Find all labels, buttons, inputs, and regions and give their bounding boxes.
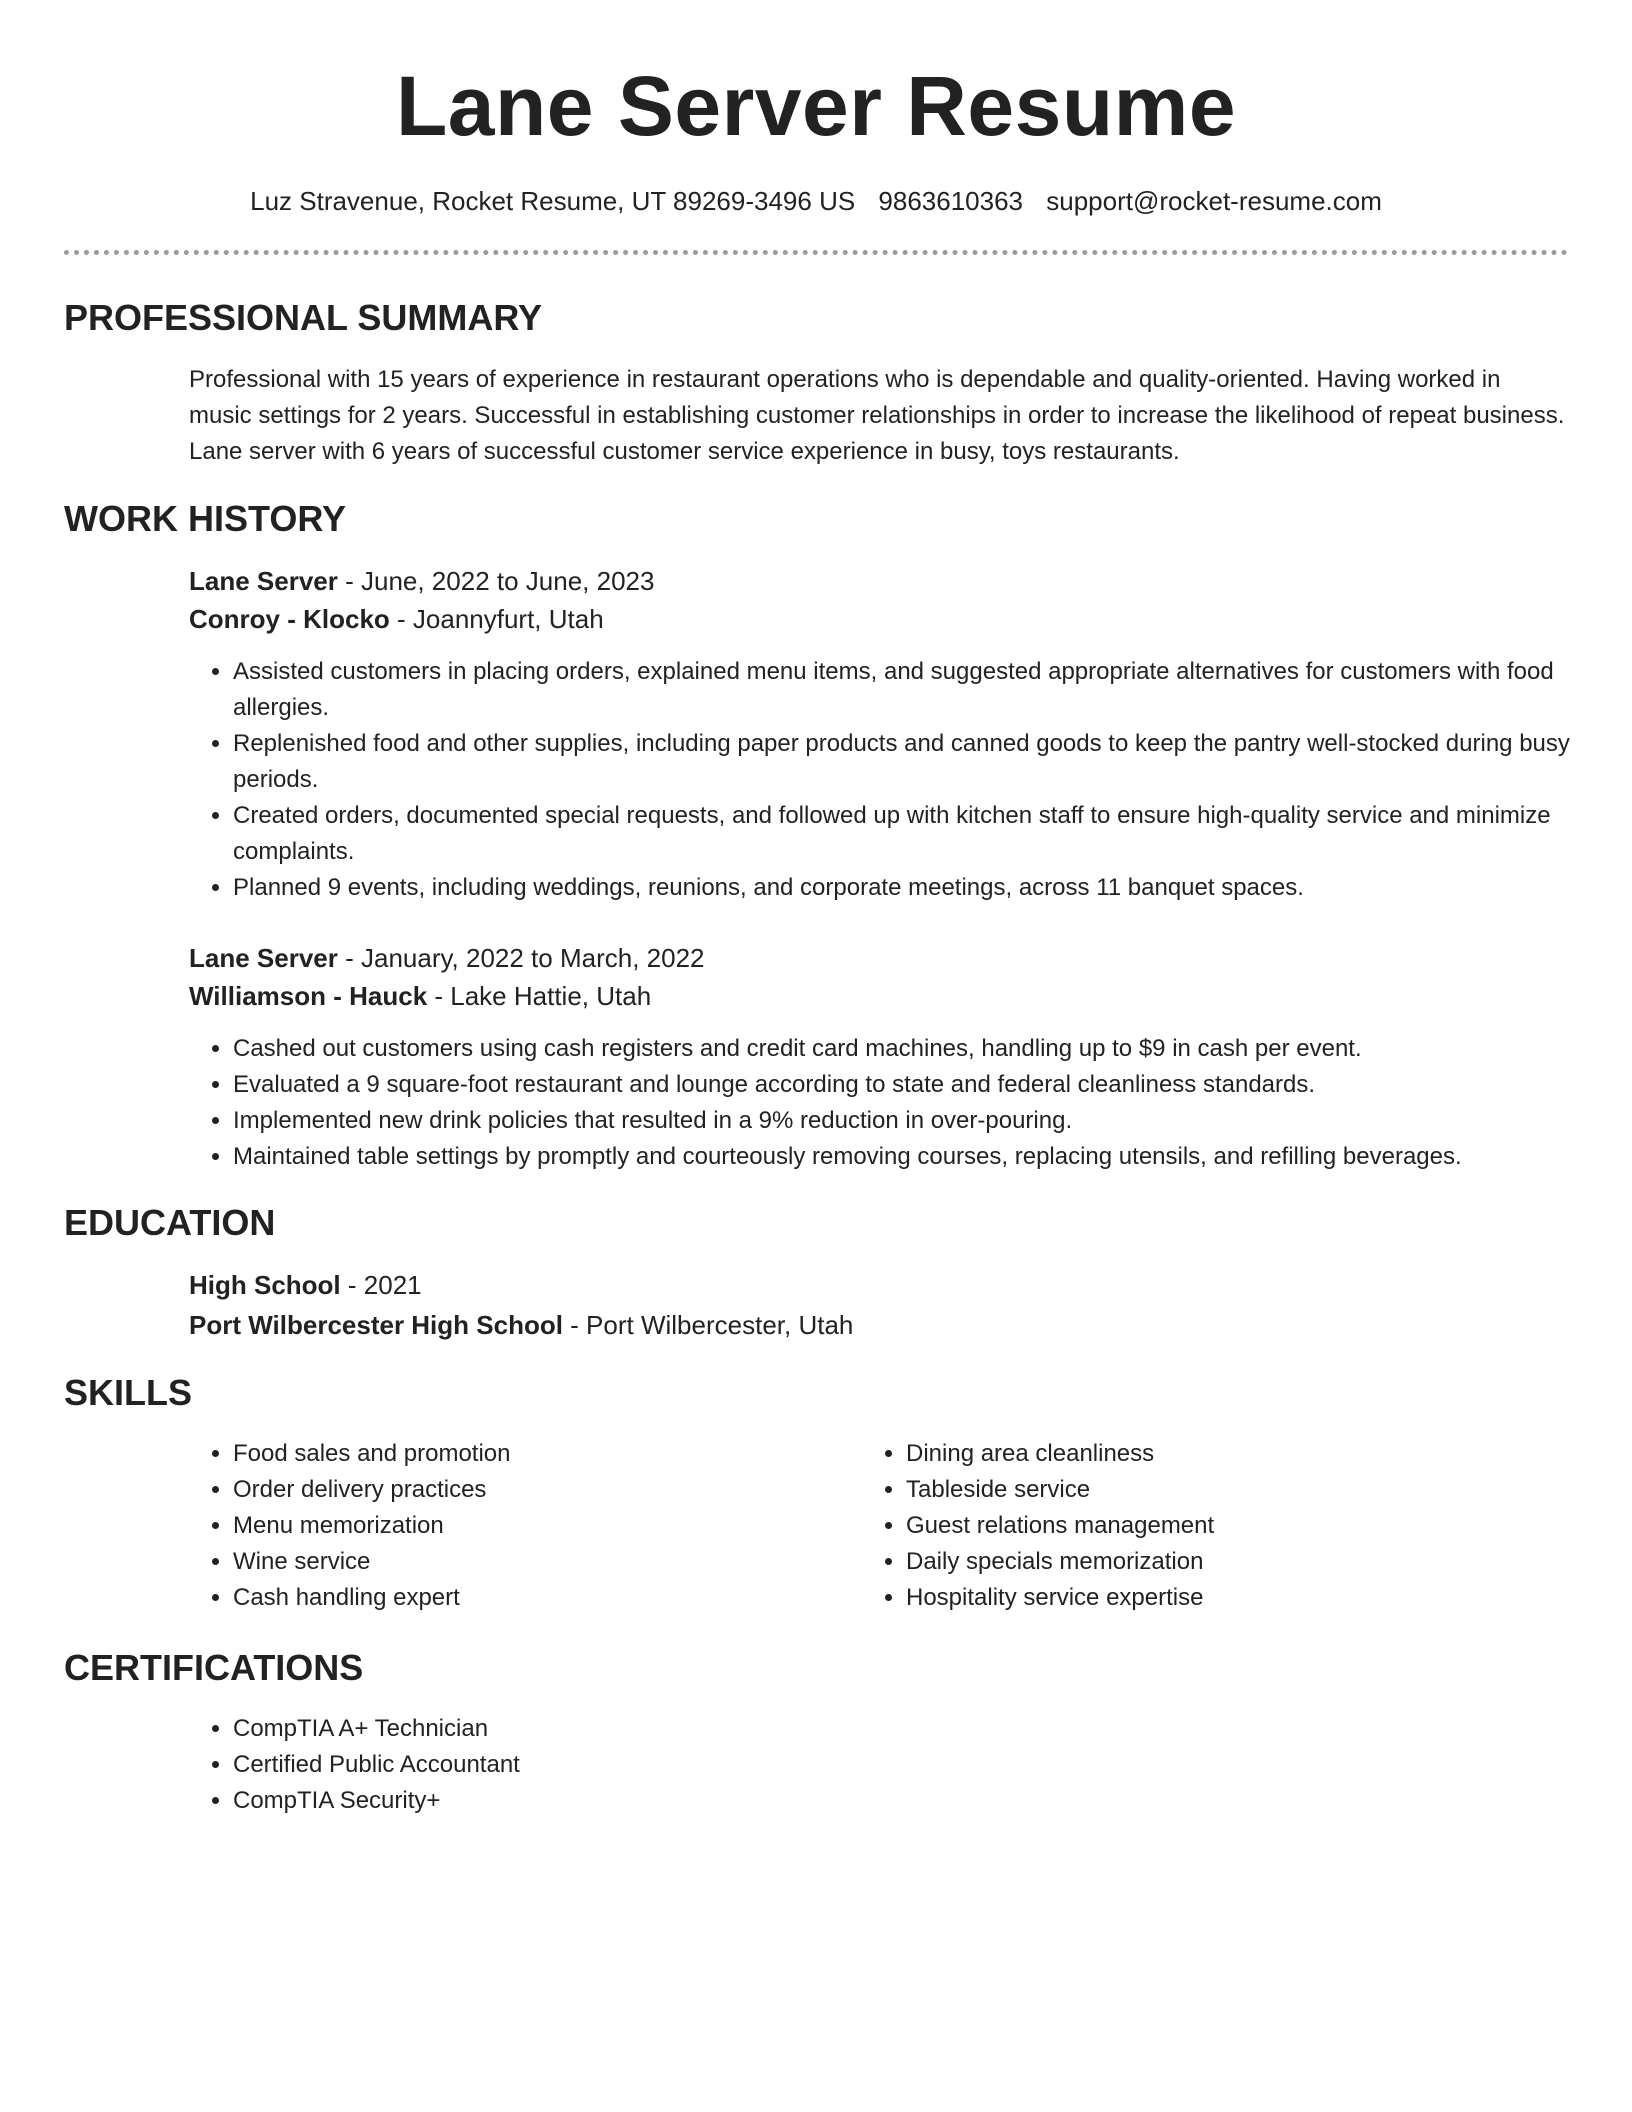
list-item: • Maintained table settings by promptly and courteously removing courses, replacing utensils, and refilling beverages. <box>233 1139 1613 1175</box>
skills-heading: SKILLS <box>64 1372 193 1413</box>
summary-text: Professional with 15 years of experience in restaurant operations who is dependable and quality-oriented. Having worked in music settings for 2 years. Successful in establishing customer relationships in order to increase the likelihood of repeat business. Lane server with 6 years of successful customer service experience in busy, toys restaurants. <box>189 366 1565 465</box>
list-item: • Evaluated a 9 square-foot restaurant and lounge according to state and federal cleanliness standards. <box>233 1067 1613 1103</box>
job-1-dates: - June, 2022 to June, 2023 <box>337 566 655 596</box>
list-item: • Implemented new drink policies that resulted in a 9% reduction in over-pouring. <box>233 1103 1613 1139</box>
list-item: • Tableside service <box>906 1472 1606 1508</box>
header-divider <box>64 250 1568 255</box>
list-item: • CompTIA Security+ <box>233 1783 1613 1819</box>
certifications-list <box>189 1711 1613 1819</box>
list-item: • Guest relations management <box>906 1508 1606 1544</box>
list-item: • Cash handling expert <box>233 1580 873 1616</box>
skills-left-list <box>189 1436 873 1616</box>
job-2-title: Lane Server <box>189 943 338 973</box>
list-item: • Hospitality service expertise <box>906 1580 1606 1616</box>
job-2-company-line <box>189 978 651 1014</box>
list-item: • Wine service <box>233 1544 873 1580</box>
education-heading: EDUCATION <box>64 1202 276 1243</box>
skills-right-list <box>862 1436 1606 1616</box>
job-1-title: Lane Server <box>189 566 338 596</box>
education-year: - 2021 <box>340 1270 422 1300</box>
contact-email: support@rocket-resume.com <box>1046 186 1382 216</box>
list-item: • Assisted customers in placing orders, explained menu items, and suggested appropriate alternatives for customers with food allergies. <box>233 654 1613 726</box>
list-item: • Cashed out customers using cash registers and credit card machines, handling up to $9 in cash per event. <box>233 1031 1613 1067</box>
list-item: • Replenished food and other supplies, including paper products and canned goods to keep the pantry well-stocked during busy periods. <box>233 726 1613 798</box>
list-item: • Planned 9 events, including weddings, reunions, and corporate meetings, across 11 banquet spaces. <box>233 870 1613 906</box>
job-1-location: - Joannyfurt, Utah <box>389 604 604 634</box>
list-item: • Daily specials memorization <box>906 1544 1606 1580</box>
job-1-bullets <box>189 654 1613 906</box>
job-2-dates: - January, 2022 to March, 2022 <box>337 943 705 973</box>
job-2-location: - Lake Hattie, Utah <box>427 981 652 1011</box>
list-item: • Dining area cleanliness <box>906 1436 1606 1472</box>
job-1-title-line <box>189 563 654 599</box>
summary-heading: PROFESSIONAL SUMMARY <box>64 297 543 338</box>
contact-phone: 9863610363 <box>878 186 1024 216</box>
list-item: • Food sales and promotion <box>233 1436 873 1472</box>
work-history-heading: WORK HISTORY <box>64 498 347 539</box>
education-location: - Port Wilbercester, Utah <box>562 1310 854 1340</box>
job-1-company-line <box>189 601 604 637</box>
list-item: • CompTIA A+ Technician <box>233 1711 1613 1747</box>
contact-address: Luz Stravenue, Rocket Resume, UT 89269-3496 US <box>250 186 856 216</box>
resume-title: Lane Server Resume <box>395 59 1237 153</box>
education-degree-line <box>189 1267 422 1303</box>
list-item: • Menu memorization <box>233 1508 873 1544</box>
certifications-heading: CERTIFICATIONS <box>64 1647 364 1688</box>
list-item: • Order delivery practices <box>233 1472 873 1508</box>
education-school-line <box>189 1307 853 1343</box>
education-school: Port Wilbercester High School <box>189 1310 563 1340</box>
job-2-company: Williamson - Hauck <box>189 981 428 1011</box>
list-item: • Created orders, documented special requests, and followed up with kitchen staff to ensure high-quality service and minimize complaints. <box>233 798 1613 870</box>
job-1-company: Conroy - Klocko <box>189 604 390 634</box>
job-2-bullets <box>189 1031 1613 1175</box>
contact-line <box>0 184 1632 218</box>
job-2-title-line <box>189 940 705 976</box>
list-item: • Certified Public Accountant <box>233 1747 1613 1783</box>
education-degree: High School <box>189 1270 341 1300</box>
